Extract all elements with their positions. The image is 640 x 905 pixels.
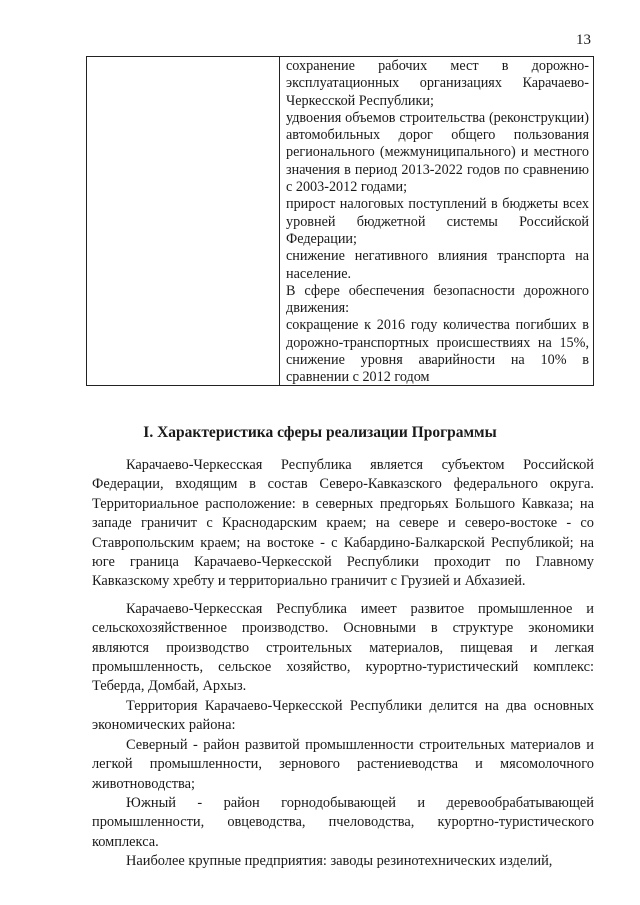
table-right-cell bbox=[280, 57, 593, 385]
table-item: удвоения объемов строительства (реконструкции) автомобильных дорог общего пользования регионального (межмуниципального) и местного значения в период 2013-2022 годов по сравнению с 2003-2012 годами; bbox=[286, 109, 589, 196]
table-left-cell bbox=[87, 57, 280, 385]
paragraph: Территория Карачаево-Черкесской Республики делится на два основных экономических района: bbox=[92, 697, 594, 734]
paragraph: Наиболее крупные предприятия: заводы резинотехнических изделий, bbox=[126, 853, 553, 870]
page-number: 13 bbox=[576, 32, 591, 48]
paragraph: Карачаево-Черкесская Республика является субъектом Российской Федерации, входящим в состав Северо-Кавказского федерального округа. Территориальное расположение: в северных предгорьях Большого Кавказа; на западе граничит с Краснодарским краем; на севере и северо-востоке - со Ставропольским краем; на востоке - с Кабардино-Балкарской Республикой; на юге граница Карачаево-Черкесской Республики проходит по Главному Кавказскому хребту и территориально граничит с Грузией и Абхазией. bbox=[92, 457, 594, 590]
paragraph: Южный - район горнодобывающей и деревообрабатывающей промышленности, овцеводства, пчеловодства, курортно-туристического комплекса. bbox=[92, 794, 594, 850]
section-heading: I. Характеристика сферы реализации Программы bbox=[143, 424, 497, 441]
table-item: сокращение к 2016 году количества погибших в дорожно-транспортных происшествиях на 15%, снижение уровня аварийности на 10% в сравнении с 2012 годом bbox=[286, 317, 589, 386]
goals-table bbox=[86, 56, 594, 386]
section-body bbox=[92, 456, 594, 872]
paragraph: Северный - район развитой промышленности строительных материалов и легкой промышленности, зернового растениеводства и мясомолочного животноводства; bbox=[92, 736, 594, 792]
table-item: В сфере обеспечения безопасности дорожного движения: bbox=[286, 282, 589, 317]
table-item: снижение негативного влияния транспорта на население. bbox=[286, 248, 589, 282]
table-item: прирост налоговых поступлений в бюджеты всех уровней бюджетной системы Российской Федерации; bbox=[286, 196, 589, 247]
paragraph: Карачаево-Черкесская Республика имеет развитое промышленное и сельскохозяйственное производство. Основными в структуре экономики являются производство строительных материалов, пищевая и легкая промышленность, сельское хозяйство, курортно-туристический комплекс: Теберда, Домбай, Архыз. bbox=[92, 600, 594, 695]
table-item: сохранение рабочих мест в дорожно-эксплуатационных организациях Карачаево-Черкесской Республики; bbox=[286, 58, 589, 109]
